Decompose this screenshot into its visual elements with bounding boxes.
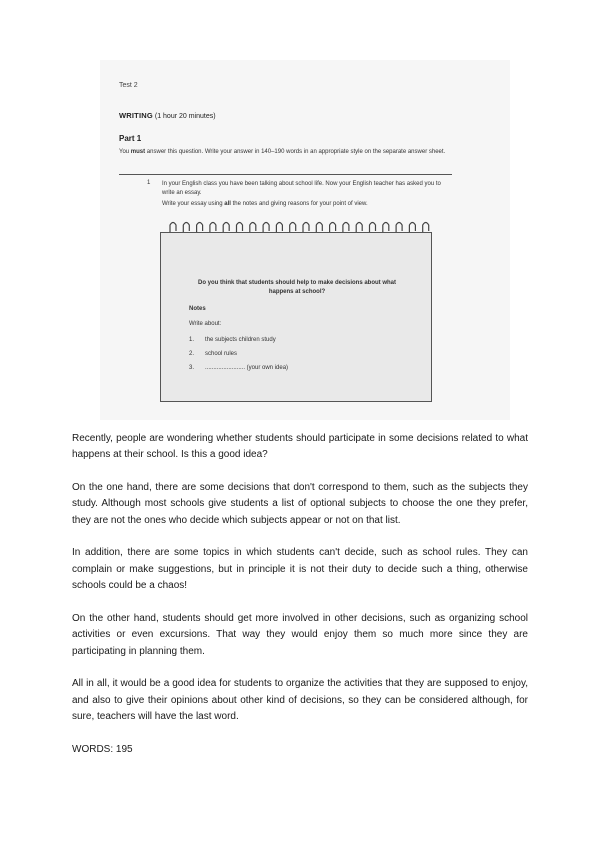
word-count: WORDS: 195 xyxy=(72,743,133,755)
question-instruction xyxy=(162,201,452,207)
notepad xyxy=(160,232,432,402)
notepad-question: Do you think that students should help to make decisions about what happens at school? xyxy=(197,280,396,295)
essay-paragraph: On the one hand, there are some decisions that don't correspond to them, such as the subjects they study. Although most schools give students a list of optional subjects to choose the one they prefer, they are not the ones who decide which subjects appear or not on that list. xyxy=(72,482,528,526)
essay-body xyxy=(72,431,528,758)
instructions-suffix: answer this question. Write your answer in 140–190 words in an appropriate style on the separate answer sheet. xyxy=(145,149,446,155)
test-label: Test 2 xyxy=(119,82,138,89)
note-item-text: the subjects children study xyxy=(205,337,276,343)
question-instruction-bold: all xyxy=(224,201,231,207)
question-text: In your English class you have been talking about school life. Now your English teacher has asked you to write an essay. xyxy=(162,181,441,196)
exam-scan-image xyxy=(100,60,510,420)
question-instruction-prefix: Write your essay using xyxy=(162,201,225,207)
divider xyxy=(119,174,452,175)
question-instruction-suffix: the notes and giving reasons for your point of view. xyxy=(230,201,368,207)
instructions-prefix: You xyxy=(119,149,131,155)
note-item-text: school rules xyxy=(205,351,238,357)
writing-title: WRITING xyxy=(119,111,153,120)
note-item-text: ........................ (your own idea) xyxy=(205,365,289,371)
notes-label: Notes xyxy=(189,306,206,312)
writing-time: (1 hour 20 minutes) xyxy=(154,113,216,120)
note-item xyxy=(189,365,288,371)
essay-paragraph: In addition, there are some topics in which students can't decide, such as school rules. They can complain or make suggestions, but in principle it is not their duty to decide such a thing, otherwise schools could be a chaos! xyxy=(72,547,528,592)
instructions-bold: must xyxy=(130,149,146,155)
writing-heading xyxy=(119,111,216,120)
essay-paragraph: On the other hand, students should get more involved in other decisions, such as organizing school activities or even excursions. That way they would enjoy them so much more since they are participating in planning them. xyxy=(72,612,528,657)
note-item-number: 3. xyxy=(189,365,195,371)
note-item-number: 1. xyxy=(189,337,195,343)
essay-paragraph: Recently, people are wondering whether students should participate in some decisions related to what happens at their school. Is this a good idea? xyxy=(72,433,528,461)
question-number: 1 xyxy=(147,180,151,186)
write-about-label: Write about: xyxy=(189,321,222,327)
note-item-number: 2. xyxy=(189,351,195,357)
instructions xyxy=(119,148,449,157)
essay-paragraph: All in all, it would be a good idea for students to organize the activities that they are supposed to enjoy, and also to give their opinions about other kind of decisions, so they can be considered although, for sure, teachers will have the last word. xyxy=(72,678,528,723)
note-item xyxy=(189,337,276,343)
part-heading: Part 1 xyxy=(119,134,142,143)
note-item xyxy=(189,351,237,357)
